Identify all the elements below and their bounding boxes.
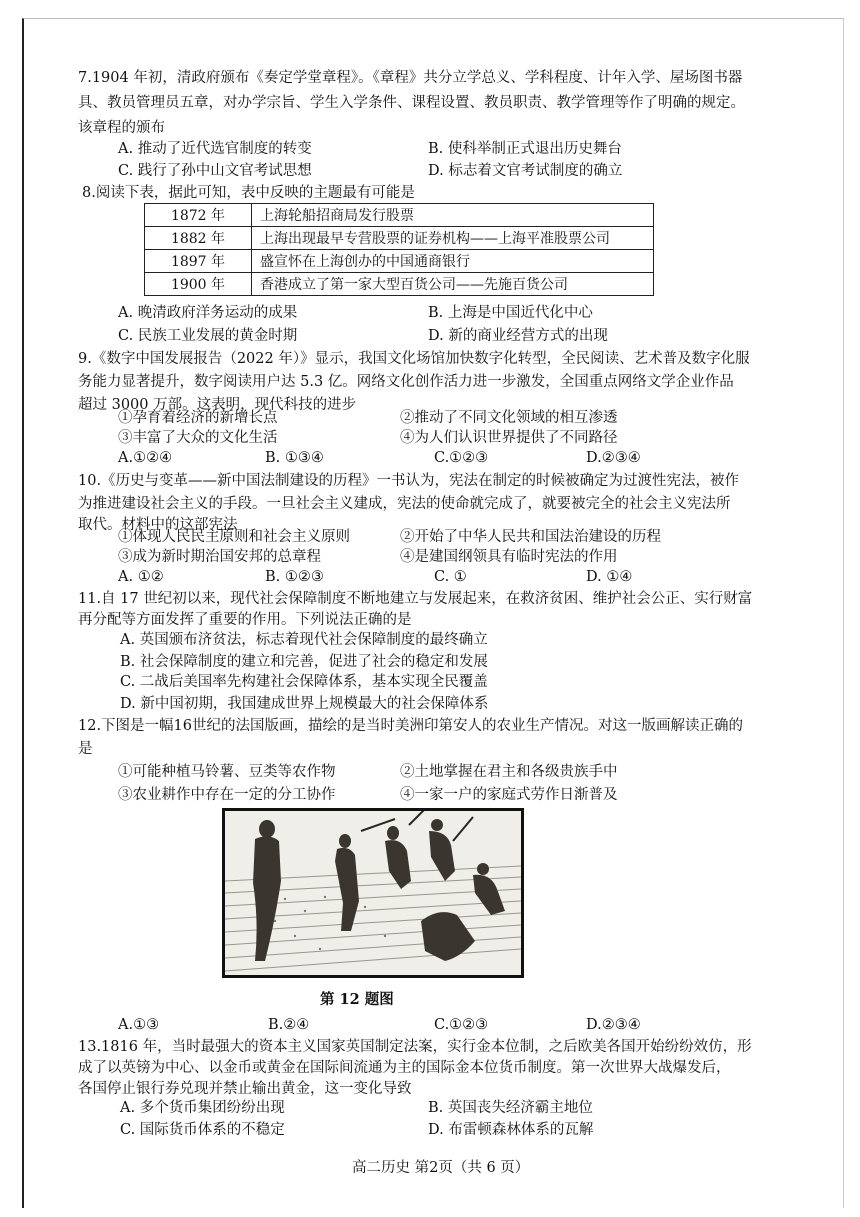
q11-option-d: D. 新中国初期，我国建成世界上规模最大的社会保障体系 [120,696,489,712]
engraving-image [222,808,524,978]
q7-option-d: D. 标志着文官考试制度的确立 [428,163,623,179]
q10-stem-line-2: 为推进建设社会主义的手段。一旦社会主义建成，宪法的使命就完成了，就要被完全的社会主义宪法所 [78,496,731,512]
q13-option-b: B. 英国丧失经济霸主地位 [428,1100,593,1116]
q10-option-b: B. ①②③ [265,569,324,585]
q8-stem: 8.阅读下表，据此可知，表中反映的主题最有可能是 [82,185,415,201]
q10-stem-line-3: 取代。材料中的这部宪法 [78,517,238,533]
q10-stem-line-1: 10.《历史与变革——新中国法制建设的历程》一书认为，宪法在制定的时候被确定为过渡性宪法，被作 [78,473,740,489]
q11-stem-line-2: 再分配等方面发挥了重要的作用。下列说法正确的是 [78,612,412,628]
q7-stem-line-1: 7.1904 年初，清政府颁布《奏定学堂章程》。《章程》共分立学总义、学科程度、计年入学、屋场图书器 [78,70,743,86]
table-cell-year: 1872 年 [145,204,252,227]
q9-item-3: ③丰富了大众的文化生活 [118,430,278,446]
q7-option-c: C. 践行了孙中山文官考试思想 [118,163,312,179]
q9-stem-line-1: 9.《数字中国发展报告（2022 年）》显示，我国文化场馆加快数字化转型，全民阅读、艺术普及数字化服 [78,351,750,367]
q7-stem-line-3: 该章程的颁布 [78,120,165,136]
q10-item-2: ②开始了中华人民共和国法治建设的历程 [400,529,661,545]
table-row [145,227,654,250]
table-row [145,273,654,296]
q7-option-a: A. 推动了近代选官制度的转变 [118,141,312,157]
q9-option-d: D.②③④ [586,450,641,466]
page-footer: 高二历史 第2页（共 6 页） [352,1160,530,1176]
q9-item-1: ①孕育着经济的新增长点 [118,410,278,426]
q13-option-c: C. 国际货币体系的不稳定 [120,1122,285,1138]
q13-stem-line-2: 成了以英镑为中心、以金币或黄金在国际间流通为主的国际金本位货币制度。第一次世界大战爆发后， [78,1060,731,1076]
q9-stem-line-3: 超过 3000 万部。这表明，现代科技的进步 [78,397,357,413]
q12-item-1: ①可能种植马铃薯、豆类等农作物 [118,764,336,780]
q10-item-1: ①体现人民民主原则和社会主义原则 [118,529,350,545]
q10-item-4: ④是建国纲领具有临时宪法的作用 [400,549,618,565]
figure-caption: 第 12 题图 [320,991,394,1008]
q9-stem-line-2: 务能力显著提升，数字阅读用户达 5.3 亿。网络文化创作活力进一步激发，全国重点网络文学企业作品 [78,374,734,390]
q9-option-c: C.①②③ [434,450,489,466]
table-cell-year: 1882 年 [145,227,252,250]
table-row [145,250,654,273]
table-cell-event: 盛宣怀在上海创办的中国通商银行 [252,250,654,273]
q9-option-b: B. ①③④ [265,450,324,466]
q8-table [144,203,654,296]
q13-option-d: D. 布雷顿森林体系的瓦解 [428,1122,594,1138]
table-cell-year: 1897 年 [145,250,252,273]
table-cell-event: 香港成立了第一家大型百货公司——先施百货公司 [252,273,654,296]
q7-stem-line-2: 具、教员管理员五章，对办学宗旨、学生入学条件、课程设置、教员职责、教学管理等作了明确的规定。 [78,95,745,111]
q12-item-2: ②土地掌握在君主和各级贵族手中 [400,764,618,780]
table-cell-event: 上海轮船招商局发行股票 [252,204,654,227]
q8-option-d: D. 新的商业经营方式的出现 [428,328,608,344]
q8-option-a: A. 晚清政府洋务运动的成果 [118,305,298,321]
q7-option-b: B. 使科举制正式退出历史舞台 [428,141,622,157]
q12-option-a: A.①③ [118,1017,160,1033]
q12-item-3: ③农业耕作中存在一定的分工协作 [118,787,336,803]
q11-stem-line-1: 11.自 17 世纪初以来，现代社会保障制度不断地建立与发展起来，在救济贫困、维护社会公正、实行财富 [78,591,753,607]
q13-stem-line-3: 各国停止银行券兑现并禁止输出黄金，这一变化导致 [78,1081,412,1097]
q10-option-a: A. ①② [118,569,164,585]
q12-stem-line-2: 是 [78,741,93,757]
q12-item-4: ④一家一户的家庭式劳作日渐普及 [400,787,618,803]
q9-item-2: ②推动了不同文化领域的相互渗透 [400,410,618,426]
q9-item-4: ④为人们认识世界提供了不同路径 [400,430,618,446]
q11-option-b: B. 社会保障制度的建立和完善，促进了社会的稳定和发展 [120,654,488,670]
q8-option-b: B. 上海是中国近代化中心 [428,305,593,321]
q10-option-c: C. ① [434,569,467,585]
q11-option-a: A. 英国颁布济贫法，标志着现代社会保障制度的最终确立 [120,632,488,648]
q10-item-3: ③成为新时期治国安邦的总章程 [118,549,321,565]
engraving-illustration [225,811,521,975]
table-cell-event: 上海出现最早专营股票的证券机构——上海平准股票公司 [252,227,654,250]
q11-option-c: C. 二战后美国率先构建社会保障体系，基本实现全民覆盖 [120,674,488,690]
q13-option-a: A. 多个货币集团纷纷出现 [120,1100,285,1116]
table-row [145,204,654,227]
q13-stem-line-1: 13.1816 年，当时最强大的资本主义国家英国制定法案，实行金本位制，之后欧美各国开始纷纷效仿，形 [78,1039,752,1055]
q12-option-d: D.②③④ [586,1017,641,1033]
q10-option-d: D. ①④ [586,569,633,585]
q9-option-a: A.①②④ [118,450,173,466]
table-cell-year: 1900 年 [145,273,252,296]
q8-option-c: C. 民族工业发展的黄金时期 [118,328,298,344]
q12-option-c: C.①②③ [434,1017,489,1033]
q12-option-b: B.②④ [268,1017,310,1033]
q12-stem-line-1: 12.下图是一幅16世纪的法国版画，描绘的是当时美洲印第安人的农业生产情况。对这一版画解读正确的 [78,718,744,734]
